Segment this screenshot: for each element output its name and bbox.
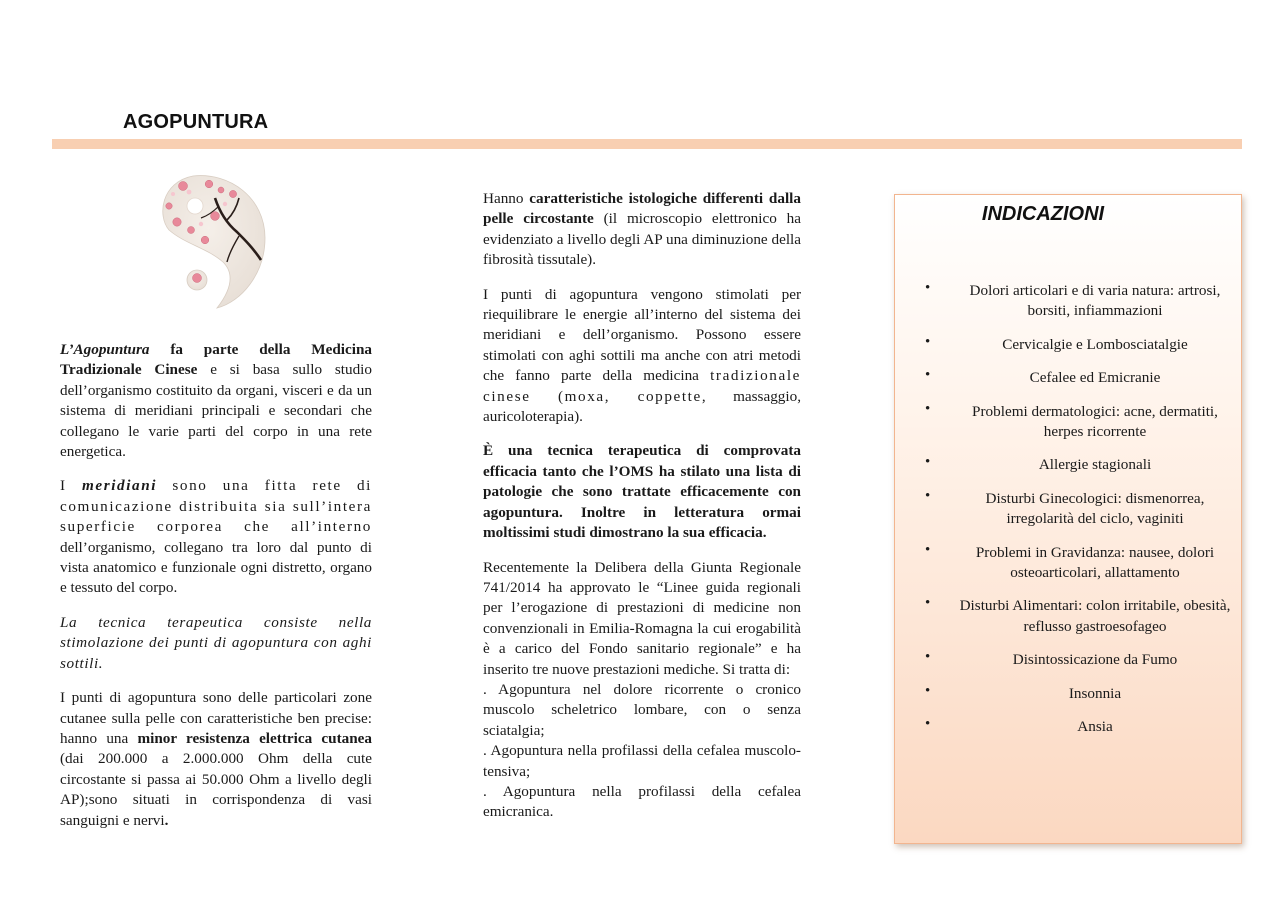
stimolazione-spaced: tradizionale cinese (moxa, coppette, [483, 367, 801, 405]
istologiche-paragraph [483, 189, 801, 271]
stimolazione-paragraph [483, 285, 801, 428]
meridiani-rest-text: dell’organismo, collegano tra loro dal punto di vista anatomico e funzionale ogni distretto, organo e tessuto del corpo. [60, 538, 372, 597]
delibera-item-3: . Agopuntura nella profilassi della cefalea emicranica. [483, 782, 801, 821]
medicina-cinese-text: fa parte della Medicina Tradizionale Cinese [60, 341, 372, 379]
delibera-item-2: . Agopuntura nella profilassi della cefalea muscolo-tensiva; [483, 742, 801, 780]
indications-panel [894, 194, 1242, 844]
istologiche-bold: caratteristiche istologiche differenti dalla pelle circostante [483, 190, 801, 228]
indication-text: Disturbi Alimentari: colon irritabile, obesità, reflusso gastroesofageo [959, 597, 1231, 635]
bullet-icon: • [925, 400, 931, 417]
bullet-icon: • [925, 716, 931, 733]
list-item [925, 717, 1237, 737]
punti-text-a: I punti di agopuntura sono delle particolari zone cutanee sulla pelle con caratteristiche ben precise: hanno una [60, 689, 372, 747]
yin-yang-blossom-icon [155, 170, 275, 310]
list-item [925, 281, 1237, 322]
tecnica-paragraph: La tecnica terapeutica consiste nella stimolazione dei punti di agopuntura con aghi sottili. [60, 613, 372, 672]
indication-text: Dolori articolari e di varia natura: artrosi, borsiti, infiammazioni [969, 282, 1221, 320]
intro-text: e si basa sullo studio dell’organismo costituito da organi, visceri e da un sistema di meridiani principali e secondari che collegano le varie parti del corpo in una rete energetica. [60, 361, 372, 461]
indication-text: Disturbi Ginecologici: dismenorrea, irregolarità del ciclo, vaginiti [985, 489, 1205, 528]
delibera-item-1: . Agopuntura nel dolore ricorrente o cronico muscolo scheletrico lombare, con o senza sciatalgia; [483, 680, 801, 739]
indication-text: Problemi in Gravidanza: nausee, dolori osteoarticolari, allattamento [975, 543, 1215, 582]
bullet-icon: • [925, 595, 931, 612]
intro-paragraph [60, 340, 372, 462]
delibera-text: Recentemente la Delibera della Giunta Regionale 741/2014 ha approvato le “Linee guida regionali per l’erogazione di prestazioni di medicine non convenzionali in Emilia-Romagna la cui erogabilità è a carico del Fondo sanitario regionale” e ha inserito tre nuove prestazioni mediche. Si tratta di: [483, 558, 801, 678]
bullet-icon: • [925, 333, 931, 350]
meridiani-start: I [60, 477, 82, 495]
list-item [925, 455, 1237, 475]
agopuntura-term: L’Agopuntura [60, 341, 150, 358]
stimolazione-c: massaggio, auricoloterapia). [483, 387, 801, 426]
list-item [925, 368, 1237, 388]
istologiche-c: (il microscopio elettronico ha evidenziato a livello degli AP una diminuzione della fibrosità tissutale). [483, 210, 801, 269]
efficacia-paragraph: È una tecnica terapeutica di comprovata efficacia tanto che l’OMS ha stilato una lista di patologie che sono trattate efficacemente con agopuntura. Inoltre in letteratura ormai moltissimi studi dimostrano la sua efficacia. [483, 442, 801, 542]
bullet-icon: • [925, 454, 931, 471]
header-band [52, 139, 1242, 149]
list-item [925, 335, 1237, 355]
indications-list [925, 281, 1237, 751]
bullet-icon: • [925, 682, 931, 699]
stimolazione-a: I punti di agopuntura vengono stimolati per riequilibrare le energie all’interno del sistema dei meridiani e dell’organismo. Possono essere stimolati con aghi sottili ma anche con atri metodi che fanno parte della medicina [483, 285, 801, 385]
indication-text: Insonnia [1068, 684, 1122, 702]
indications-title: INDICAZIONI [981, 203, 1105, 225]
bullet-icon: • [925, 487, 931, 504]
meridiani-paragraph [60, 476, 372, 598]
istologiche-a: Hanno [483, 190, 530, 207]
punti-period: . [164, 811, 169, 829]
meridiani-spaced-text: sono una fitta rete di comunicazione distribuita sia sull’intera superficie corporea che all’interno [60, 477, 372, 536]
indication-text: Ansia [1077, 718, 1113, 736]
list-item [925, 684, 1237, 704]
punti-paragraph [60, 688, 372, 831]
indication-text: Problemi dermatologici: acne, dermatiti, herpes ricorrente [972, 402, 1218, 441]
page-title: AGOPUNTURA [123, 111, 269, 133]
indication-text: Cervicalgie e Lombosciatalgie [1002, 335, 1188, 353]
list-item [925, 650, 1237, 670]
list-item [925, 402, 1237, 443]
indication-text: Cefalee ed Emicranie [1029, 369, 1161, 387]
list-item [925, 489, 1237, 530]
bullet-icon: • [925, 541, 931, 558]
bullet-icon: • [925, 649, 931, 666]
bullet-icon: • [925, 280, 931, 296]
list-item [925, 543, 1237, 584]
indication-text: Allergie stagionali [1038, 456, 1152, 474]
resistenza-text: minor resistenza elettrica cutanea [137, 729, 372, 747]
list-item [925, 596, 1237, 637]
indication-text: Disintossicazione da Fumo [1012, 651, 1178, 669]
punti-text-c: (dai 200.000 a 2.000.000 Ohm della cute circostante si passa ai 50.000 Ohm a livello degli AP);sono situati in corrispondenza di vasi sanguigni e nervi [60, 750, 372, 829]
middle-column [483, 189, 801, 823]
left-column [60, 340, 372, 845]
delibera-paragraph [483, 558, 801, 823]
meridiani-term: meridiani [81, 477, 158, 495]
bullet-icon: • [925, 367, 931, 384]
